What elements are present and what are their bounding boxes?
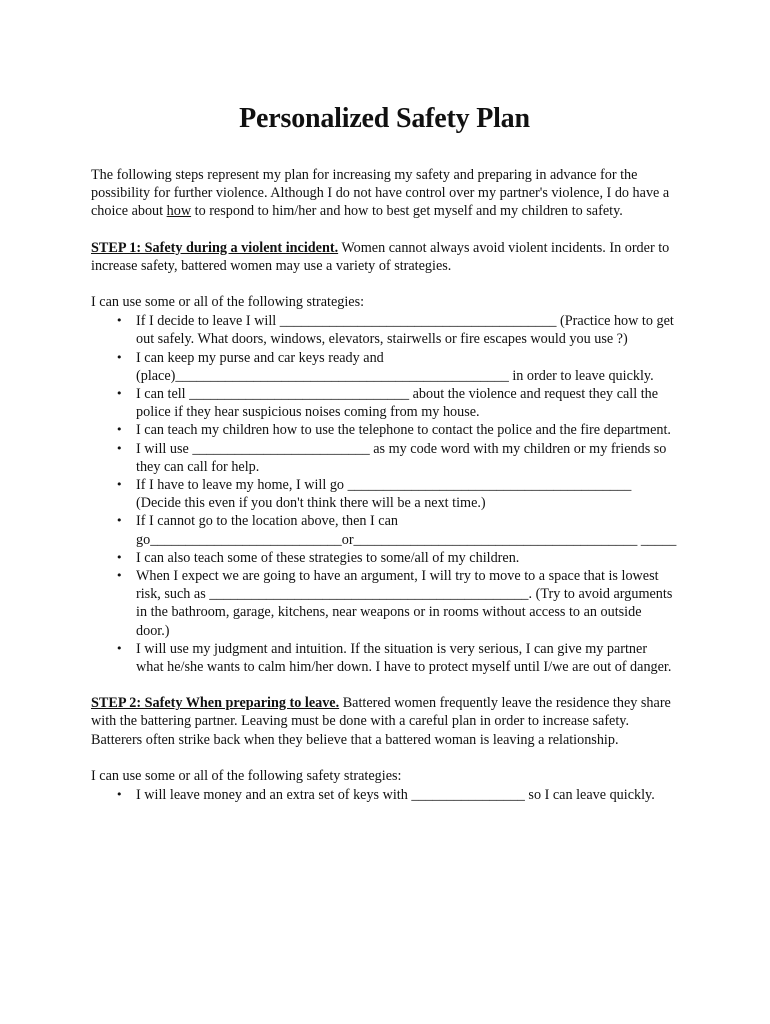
list-item: • If I have to leave my home, I will go ________________________________________ (Decide this even if you don't think there will be a next time.)	[136, 476, 678, 512]
list-item: • If I decide to leave I will _______________________________________ (Practice how to get out safely. What doors, windows, elevators, stairwells or fire escapes would you use ?)	[136, 312, 678, 348]
list-item: • I can also teach some of these strategies to some/all of my children.	[136, 549, 678, 567]
list-item: • I will leave money and an extra set of keys with ________________ so I can leave quickly.	[136, 786, 678, 804]
step1-heading: STEP 1: Safety during a violent incident.	[91, 239, 339, 256]
step1-paragraph	[91, 239, 678, 275]
intro-underlined-word: how	[166, 203, 192, 220]
step2-list-intro: I can use some or all of the following safety strategies:	[91, 767, 402, 784]
step2-heading: STEP 2: Safety When preparing to leave.	[91, 695, 340, 712]
list-item: • When I expect we are going to have an argument, I will try to move to a space that is lowest risk, such as _____________________________________________. (Try to avoid arguments in the bathroom, garage, kitchens, near weapons or in rooms without access to an outside door.)	[136, 567, 678, 640]
list-item: • I can tell _______________________________ about the violence and request they call the police if they hear suspicious noises coming from my house.	[136, 385, 678, 421]
step2-strategy-list	[91, 786, 678, 804]
list-item: • I will use _________________________ as my code word with my children or my friends so they can call for help.	[136, 440, 678, 476]
step2-text: Battered women frequently leave the residence they share with the battering partner. Leaving must be done with a careful plan in order to increase safety. Batterers often strike back when they believe that a battered woman is leaving a relationship.	[91, 695, 671, 748]
list-item: • I will use my judgment and intuition. If the situation is very serious, I can give my partner what he/she wants to calm him/her down. I have to protect myself until I/we are out of danger.	[136, 640, 678, 676]
intro-text-after: to respond to him/her and how to best get myself and my children to safety.	[191, 203, 623, 220]
list-item: • If I cannot go to the location above, then I can go___________________________or________________________________________ _____	[136, 512, 678, 548]
intro-text-before: The following steps represent my plan for increasing my safety and preparing in advance for the possibility for further violence. Although I do not have control over my partner's violence, I do have a choice about	[91, 167, 670, 220]
step1-text: Women cannot always avoid violent incidents. In order to increase safety, battered women may use a variety of strategies.	[91, 239, 670, 274]
step1-list-intro: I can use some or all of the following strategies:	[91, 294, 365, 311]
list-item: • I can teach my children how to use the telephone to contact the police and the fire department.	[136, 421, 678, 439]
list-item: • I can keep my purse and car keys ready and (place)_______________________________________________ in order to leave quickly.	[136, 349, 678, 385]
step2-paragraph	[91, 694, 678, 749]
step1-strategy-list	[91, 312, 678, 676]
page-title: Personalized Safety Plan	[239, 103, 530, 134]
intro-paragraph	[91, 166, 678, 221]
